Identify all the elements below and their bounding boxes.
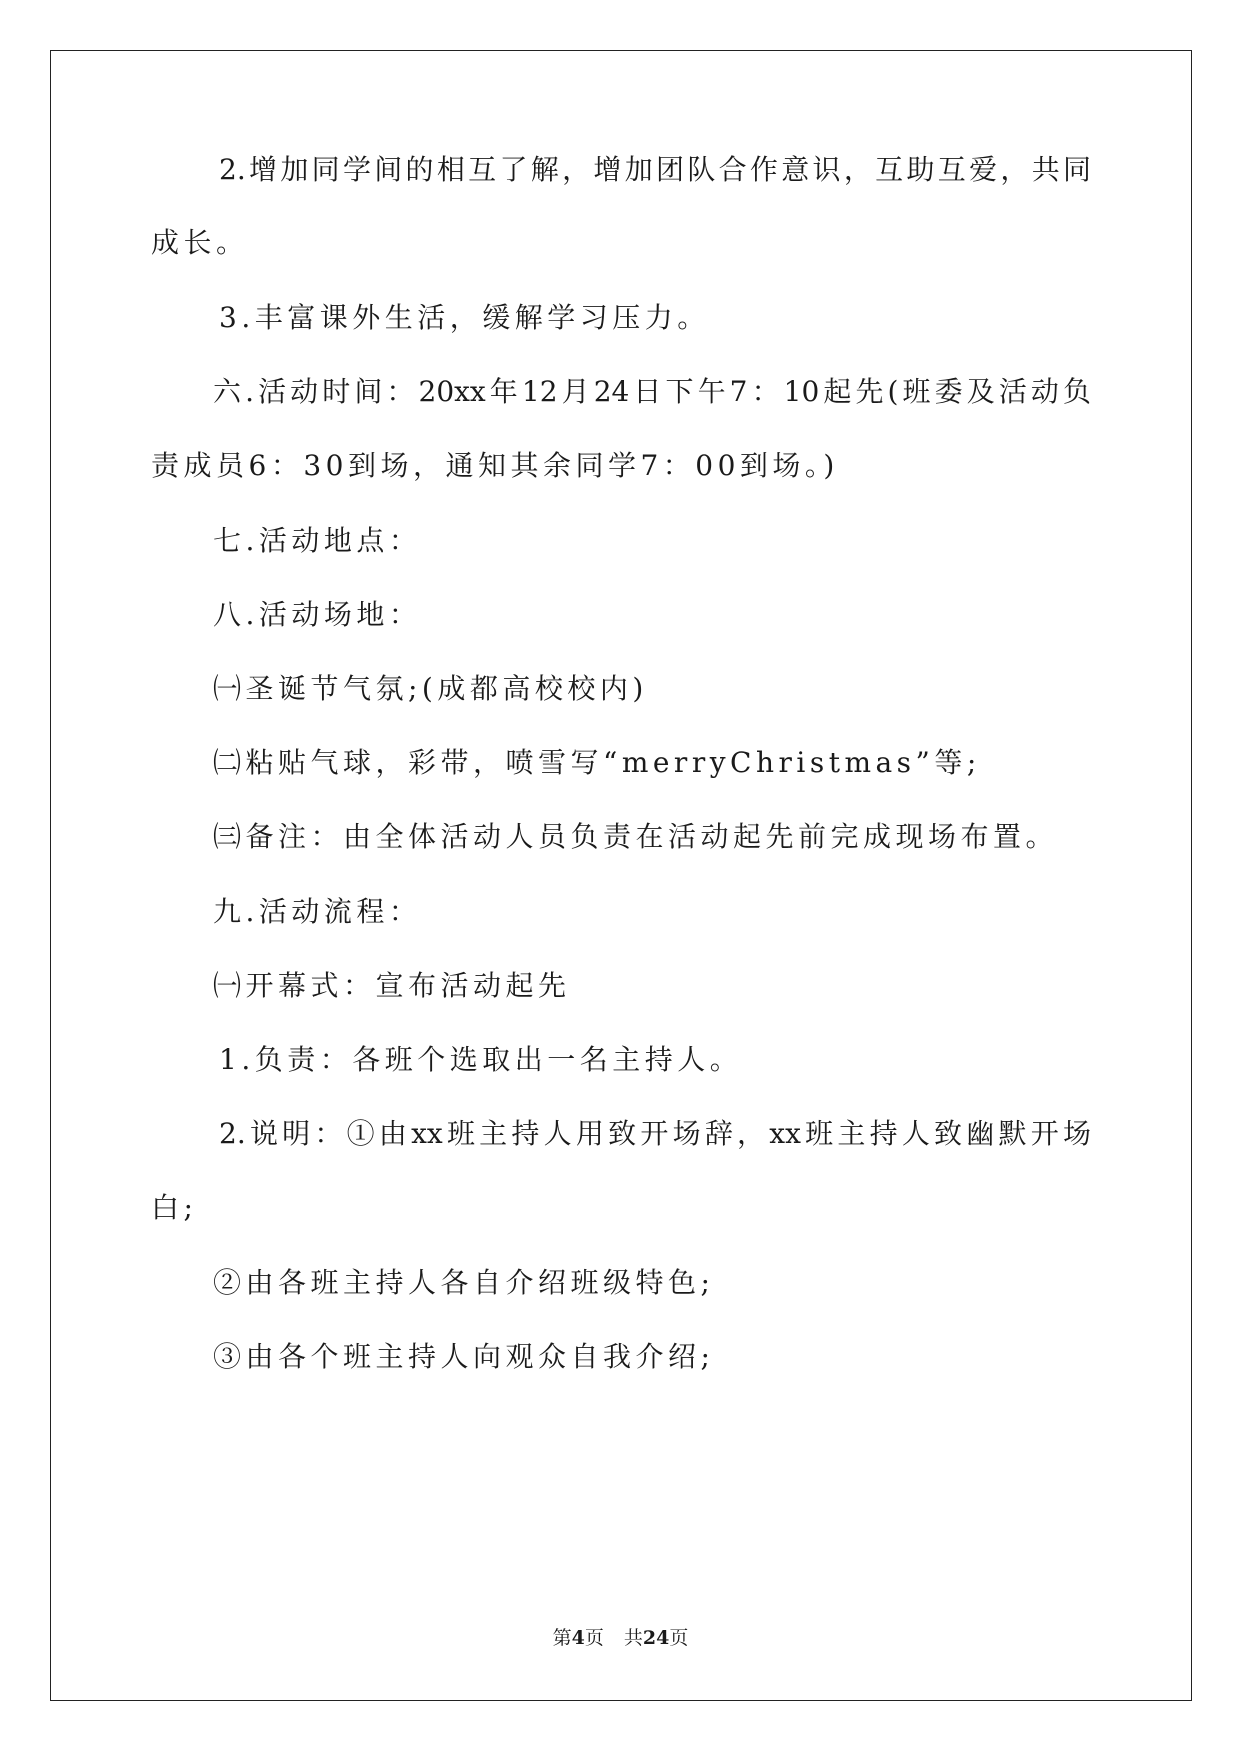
paragraph-line: ㈠圣诞节气氛;(成都高校校内) xyxy=(213,672,648,705)
paragraph-line: 八.活动场地： xyxy=(213,598,422,631)
paragraph-line: 白; xyxy=(151,1191,198,1224)
paragraph-line: 1.负责：各班个选取出一名主持人。 xyxy=(219,1043,743,1076)
paragraph-line: 2.说明：①由xx班主持人用致开场辞，xx班主持人致幽默开场 xyxy=(219,1117,1091,1150)
paragraph-line: ㈡粘贴气球，彩带，喷雪写“merryChristmas”等; xyxy=(213,746,981,779)
page-number: 4 xyxy=(571,1627,585,1649)
total-pages: 24 xyxy=(642,1627,670,1649)
paragraph-line: 六.活动时间：20xx年12月24日下午7：10起先(班委及活动负 xyxy=(213,375,1091,408)
paragraph-line: ③由各个班主持人向观众自我介绍; xyxy=(213,1340,715,1373)
paragraph-line: 九.活动流程： xyxy=(213,895,422,928)
page-prefix: 第 xyxy=(552,1627,572,1649)
paragraph-line: 2.增加同学间的相互了解，增加团队合作意识，互助互爱，共同 xyxy=(219,153,1091,186)
paragraph-line: ㈠开幕式：宣布活动起先 xyxy=(213,969,571,1002)
paragraph-line: ②由各班主持人各自介绍班级特色; xyxy=(213,1266,715,1299)
paragraph-line: 3.丰富课外生活，缓解学习压力。 xyxy=(219,301,710,334)
paragraph-line: 成长。 xyxy=(151,226,249,259)
paragraph-line: ㈢备注：由全体活动人员负责在活动起先前完成现场布置。 xyxy=(213,820,1059,853)
page-suffix: 页 xyxy=(584,1627,604,1649)
total-suffix: 页 xyxy=(669,1627,689,1649)
paragraph-line: 七.活动地点： xyxy=(213,524,422,557)
total-prefix: 共 xyxy=(623,1627,643,1649)
page-footer xyxy=(0,1625,1241,1651)
paragraph-line: 责成员6：30到场，通知其余同学7：00到场。) xyxy=(151,449,839,482)
